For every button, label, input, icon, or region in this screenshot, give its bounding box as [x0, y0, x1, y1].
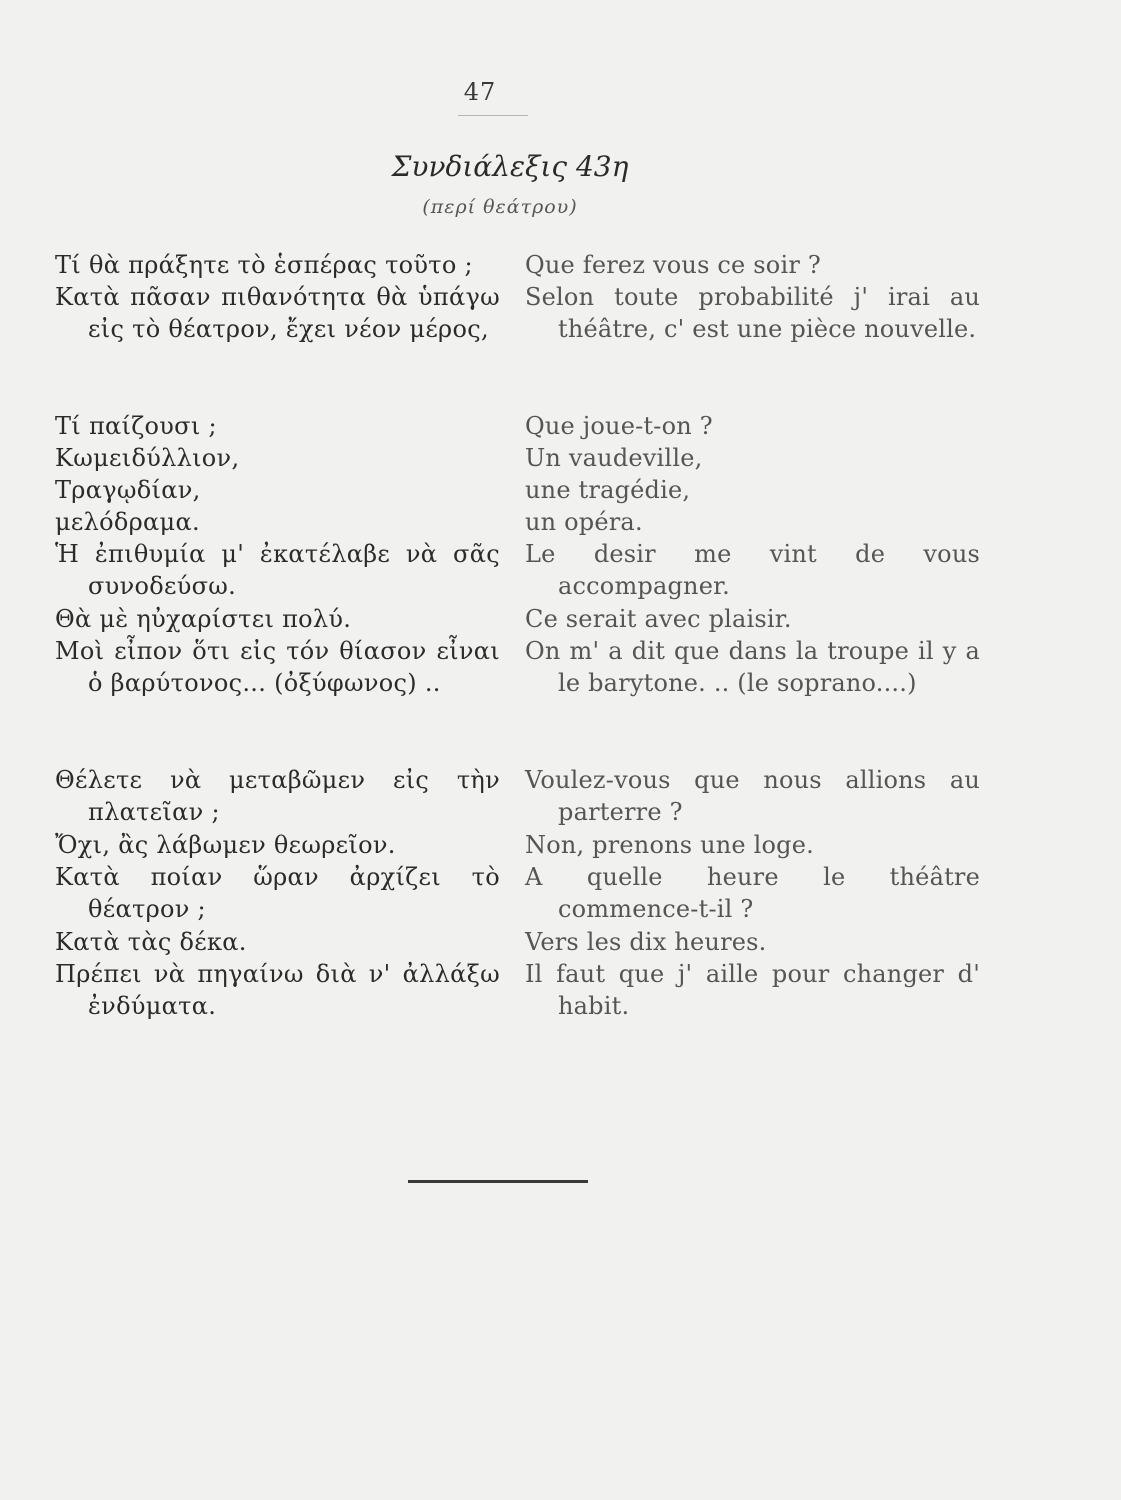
french-row-6 [525, 506, 980, 538]
greek-line: Ὄχι, ἂς λάβωμεν θεωρεῖον. [55, 831, 396, 859]
greek-row-7 [55, 538, 500, 603]
french-row-7 [525, 538, 980, 603]
french-row-9 [525, 635, 980, 764]
french-line: Vers les dix heures. [525, 928, 767, 956]
greek-line: Τί θὰ πράξητε τὸ ἑσπέρας τοῦτο ; [55, 251, 473, 279]
french-line: Selon toute probabilité j' irai au théâtre, c' est une pièce nouvelle. [525, 283, 980, 344]
greek-column [55, 249, 500, 1023]
french-line: Ce serait avec plaisir. [525, 605, 792, 633]
greek-line: Κατὰ πᾶσαν πιθανότητα θὰ ὑπάγω εἰς τὸ θέατρον, ἔχει νέον μέρος, [55, 283, 500, 344]
greek-row-10 [55, 764, 500, 829]
greek-row-8 [55, 603, 500, 635]
greek-line: Ἡ ἐπιθυμία μ' ἐκατέλαβε νὰ σᾶς συνοδεύσω. [55, 540, 500, 601]
greek-row-6 [55, 506, 500, 538]
french-line: Voulez-vous que nous allions au parterre ? [525, 766, 980, 827]
greek-line: Πρέπει νὰ πηγαίνω διὰ ν' ἀλλάξω ἐνδύματα. [55, 960, 500, 1021]
greek-line: μελόδραμα. [55, 508, 200, 536]
french-line: Il faut que j' aille pour changer d' habit. [525, 960, 980, 1021]
french-row-14 [525, 958, 980, 1023]
french-line: Le desir me vint de vous accompagner. [525, 540, 980, 601]
french-row-4 [525, 442, 980, 474]
french-line: un opéra. [525, 508, 643, 536]
french-line: Que joue-t-on ? [525, 412, 713, 440]
greek-line: Θὰ μὲ ηὐχαρίστει πολύ. [55, 605, 352, 633]
french-line: Que ferez vous ce soir ? [525, 251, 821, 279]
french-row-5 [525, 474, 980, 506]
greek-row-12 [55, 861, 500, 926]
french-row-3 [525, 410, 980, 442]
french-line: Non, prenons une loge. [525, 831, 814, 859]
greek-row-13 [55, 926, 500, 958]
greek-row-4 [55, 442, 500, 474]
french-row-11 [525, 829, 980, 861]
greek-row-1 [55, 249, 500, 281]
french-line: On m' a dit que dans la troupe il y a le barytone. .. (le soprano....) [525, 637, 980, 698]
dialogue-subtitle: (περί θεάτρου) [422, 196, 578, 218]
page-number-underline [458, 115, 528, 116]
french-line: une tragédie, [525, 476, 691, 504]
french-column [525, 249, 980, 1023]
french-row-1 [525, 249, 980, 281]
page-number: 47 [463, 78, 497, 106]
french-row-8 [525, 603, 980, 635]
greek-row-9 [55, 635, 500, 764]
greek-line: Κατὰ ποίαν ὥραν ἀρχίζει τὸ θέατρον ; [55, 863, 500, 924]
greek-row-11 [55, 829, 500, 861]
french-line: A quelle heure le théâtre commence-t-il ? [525, 863, 980, 924]
french-row-12 [525, 861, 980, 926]
greek-line: Κωμειδύλλιον, [55, 444, 240, 472]
greek-line: Κατὰ τὰς δέκα. [55, 928, 247, 956]
french-row-10 [525, 764, 980, 829]
dialogue-title: Συνδιάλεξις 43η [391, 150, 629, 183]
greek-line: Μοὶ εἶπον ὅτι εἰς τόν θίασον εἶναι ὁ βαρύτονος... (ὀξύφωνος) .. [55, 637, 500, 698]
greek-line: Τί παίζουσι ; [55, 412, 217, 440]
french-row-2 [525, 281, 980, 410]
greek-row-5 [55, 474, 500, 506]
french-line: Un vaudeville, [525, 444, 703, 472]
greek-row-3 [55, 410, 500, 442]
greek-row-2 [55, 281, 500, 410]
section-end-rule [408, 1180, 588, 1183]
greek-line: Θέλετε νὰ μεταβῶμεν εἰς τὴν πλατεῖαν ; [55, 766, 500, 827]
greek-line: Τραγῳδίαν, [55, 476, 201, 504]
greek-row-14 [55, 958, 500, 1023]
french-row-13 [525, 926, 980, 958]
